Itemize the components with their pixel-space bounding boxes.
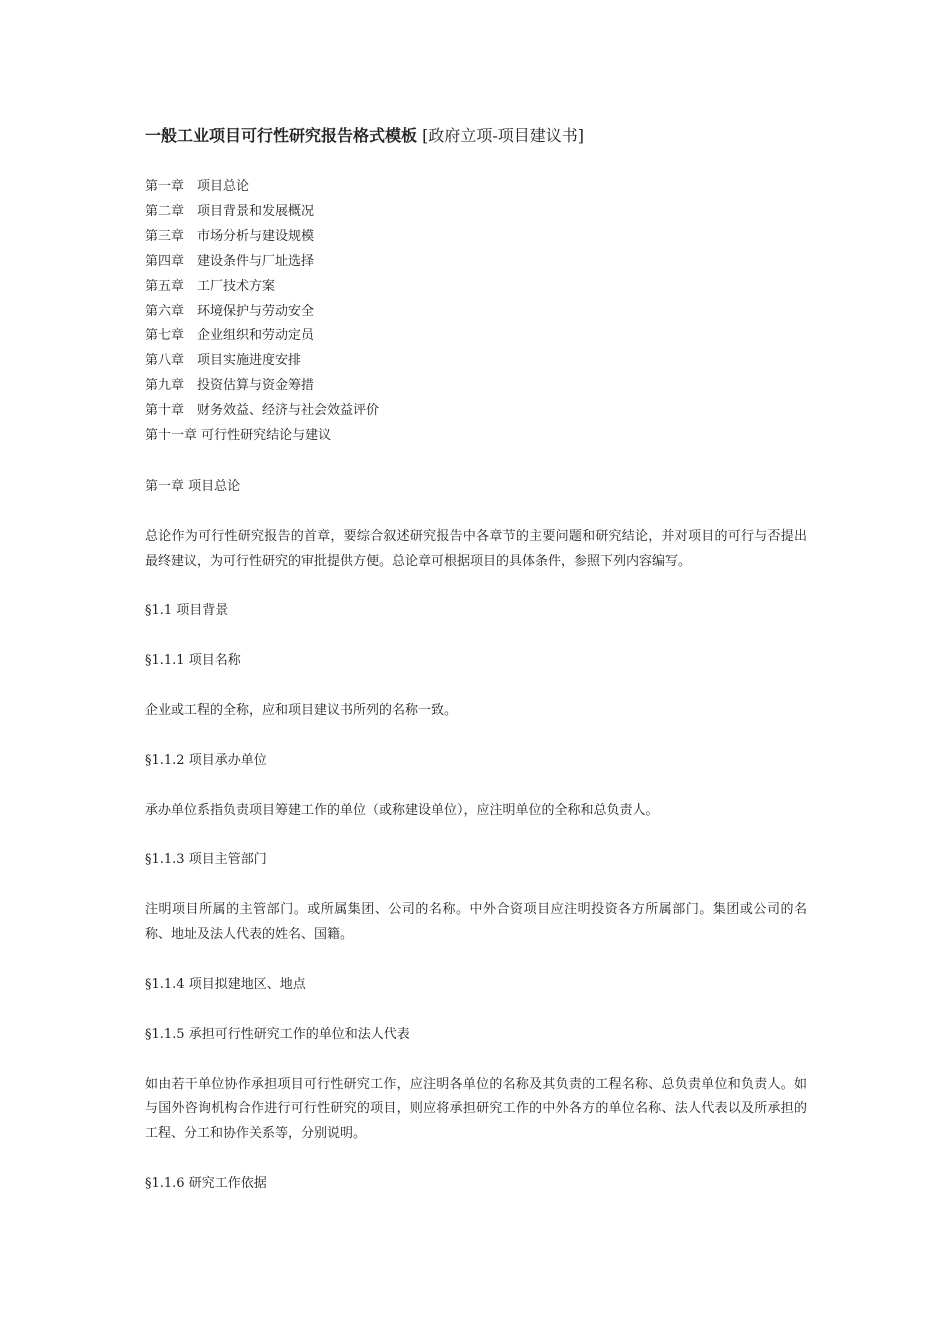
body-paragraph: 注明项目所属的主管部门。或所属集团、公司的名称。中外合资项目应注明投资各方所属部门。集团或公司的名称、地址及法人代表的姓名、国籍。 — [145, 902, 807, 943]
section-heading: §1.1 项目背景 — [145, 603, 229, 619]
toc-item: 第二章 项目背景和发展概况 — [145, 203, 315, 219]
subsection-heading: §1.1.6 研究工作依据 — [145, 1176, 267, 1192]
toc-item: 第六章 环境保护与劳动安全 — [145, 303, 315, 319]
document-title-suffix: [政府立项-项目建议书] — [417, 126, 584, 145]
subsection-heading: §1.1.2 项目承办单位 — [145, 752, 267, 768]
toc-item: 第四章 建设条件与厂址选择 — [145, 253, 315, 269]
toc-item: 第一章 项目总论 — [145, 179, 250, 194]
body-paragraph: 企业或工程的全称，应和项目建议书所列的名称一致。 — [145, 703, 458, 719]
chapter-heading: 第一章 项目总论 — [145, 478, 241, 494]
subsection-heading: §1.1.4 项目拟建地区、地点 — [145, 976, 306, 992]
body-paragraph: 承办单位系指负责项目筹建工作的单位（或称建设单位），应注明单位的全称和总负责人。 — [145, 802, 659, 818]
document-page — [145, 125, 807, 1222]
toc-item: 第三章 市场分析与建设规模 — [145, 228, 315, 244]
body-paragraph: 如由若干单位协作承担项目可行性研究工作，应注明各单位的名称及其负责的工程名称、总负责单位和负责人。如与国外咨询机构合作进行可行性研究的项目，则应将承担研究工作的中外各方的单位名称、法人代表以及所承担的工程、分工和协作关系等，分别说明。 — [145, 1076, 807, 1142]
toc-item: 第十一章 可行性研究结论与建议 — [145, 428, 332, 444]
chapter-intro-paragraph: 总论作为可行性研究报告的首章，要综合叙述研究报告中各章节的主要问题和研究结论，并对项目的可行与否提出最终建议，为可行性研究的审批提供方便。总论章可根据项目的具体条件，参照下列内容编写。 — [145, 528, 807, 569]
table-of-contents — [145, 175, 807, 449]
toc-item: 第五章 工厂技术方案 — [145, 278, 276, 294]
toc-item: 第九章 投资估算与资金筹措 — [145, 378, 315, 394]
subsection-heading: §1.1.1 项目名称 — [145, 653, 241, 669]
subsection-heading: §1.1.3 项目主管部门 — [145, 852, 267, 868]
toc-item: 第八章 项目实施进度安排 — [145, 353, 302, 369]
toc-item: 第七章 企业组织和劳动定员 — [145, 328, 315, 344]
document-title-main: 一般工业项目可行性研究报告格式模板 — [145, 126, 418, 145]
document-title — [145, 125, 807, 147]
toc-item: 第十章 财务效益、经济与社会效益评价 — [145, 403, 380, 419]
subsection-heading: §1.1.5 承担可行性研究工作的单位和法人代表 — [145, 1026, 410, 1042]
